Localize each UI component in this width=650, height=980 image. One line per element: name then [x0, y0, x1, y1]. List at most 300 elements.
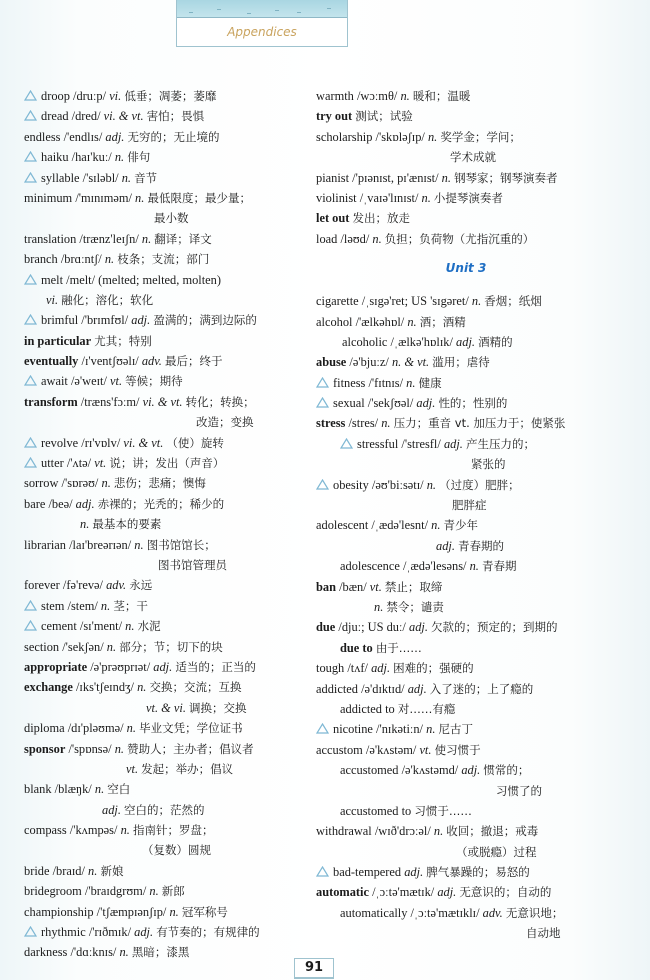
headword: addicted to — [340, 701, 395, 716]
vocab-entry — [24, 453, 309, 473]
chinese-definition: 香烟；纸烟 — [484, 294, 542, 309]
chinese-definition: 青少年 — [443, 518, 479, 533]
headword: load — [316, 231, 338, 246]
pronunciation: /'sɪləbl/ — [82, 170, 119, 185]
chinese-definition: 负担；负荷物（尤指沉重的） — [384, 231, 535, 246]
entry-continuation — [316, 454, 616, 474]
headword: due to — [340, 640, 373, 655]
part-of-speech: n. — [114, 741, 124, 756]
entry-continuation — [316, 903, 616, 923]
vocab-entry — [316, 413, 616, 433]
part-of-speech: n. — [101, 476, 111, 491]
chinese-definition: 滥用；虐待 — [432, 355, 490, 370]
chinese-definition: 新娘 — [100, 863, 124, 878]
part-of-speech: adj. — [407, 681, 427, 696]
part-of-speech: vi. & vt. — [123, 435, 164, 450]
entry-continuation — [24, 698, 309, 718]
headword: sponsor — [24, 741, 66, 756]
vocab-entry — [316, 229, 616, 249]
chinese-definition: 空白的；茫然的 — [124, 802, 205, 817]
headword: compass — [24, 823, 67, 838]
headword: due — [316, 620, 336, 635]
part-of-speech: adj. — [404, 865, 424, 880]
entry-continuation — [316, 147, 616, 167]
part-of-speech: adv. — [106, 578, 127, 593]
headword: bad-tempered — [333, 865, 402, 880]
headword: haiku — [41, 150, 69, 165]
part-of-speech: n. — [407, 314, 417, 329]
part-of-speech: vt. — [419, 742, 432, 757]
chinese-definition: 改造；变换 — [196, 415, 254, 430]
entry-continuation — [24, 840, 309, 860]
headword: try out — [316, 109, 353, 124]
part-of-speech: vi. & vt. — [103, 109, 144, 124]
part-of-speech: vi. — [46, 292, 59, 307]
chinese-definition: 青春期的 — [458, 538, 505, 553]
chinese-definition: 青春期 — [481, 559, 517, 574]
chinese-definition: 水泥 — [137, 619, 161, 634]
chinese-definition: 钢琴家；钢琴演奏者 — [454, 170, 558, 185]
chinese-definition: 永远 — [129, 578, 153, 593]
headword: obesity — [333, 477, 369, 492]
pronunciation: /ˌædə'lesəns/ — [402, 559, 467, 574]
part-of-speech: n. — [106, 639, 117, 654]
chinese-definition: 无意识的；自动的 — [459, 885, 552, 900]
chinese-definition: 最小数 — [154, 211, 189, 226]
part-of-speech: n. — [80, 517, 90, 532]
vocab-entry — [24, 270, 309, 290]
triangle-marker-icon — [24, 437, 37, 448]
triangle-marker-icon — [316, 866, 329, 877]
headword: bridegroom — [24, 884, 82, 899]
headword: cigarette — [316, 294, 359, 309]
pronunciation: /ə'prəʊprɪət/ — [90, 659, 151, 674]
headword: forever — [24, 578, 60, 593]
entry-continuation — [24, 290, 309, 310]
vocab-entry — [316, 291, 616, 311]
part-of-speech: n. — [426, 722, 436, 737]
pronunciation: /trænz'leɪʃn/ — [79, 231, 139, 246]
part-of-speech: n. — [121, 170, 132, 185]
pronunciation: /djuː; US duː/ — [338, 620, 406, 635]
chinese-definition: 冠军称号 — [181, 904, 228, 919]
pronunciation: /'braɪdgrʊm/ — [84, 884, 147, 899]
entry-continuation — [24, 514, 309, 534]
part-of-speech: adj. — [134, 925, 154, 940]
chinese-definition: 融化；溶化；软化 — [61, 292, 154, 307]
pronunciation: /'kʌmpəs/ — [69, 823, 118, 838]
pronunciation: /druːp/ — [73, 89, 107, 103]
chinese-definition: 图书馆馆长； — [146, 537, 216, 552]
pronunciation: /ə'dɪktɪd/ — [361, 681, 405, 696]
vocab-entry — [24, 494, 309, 514]
pronunciation: /dred/ — [71, 109, 101, 124]
chinese-definition: 欠款的；预定的；到期的 — [431, 620, 558, 635]
chinese-definition: 适当的；正当的 — [175, 659, 256, 674]
headword: abuse — [316, 355, 347, 370]
vocab-entry — [24, 392, 309, 412]
chinese-definition: 入了迷的；上了瘾的 — [429, 681, 534, 696]
chinese-definition: 赤裸的；光秃的；稀少的 — [97, 496, 225, 511]
headword: in particular — [24, 333, 92, 348]
part-of-speech: n. — [406, 375, 416, 390]
chinese-definition: 黑暗；漆黑 — [131, 945, 190, 960]
pronunciation: /ə'kʌstəm/ — [365, 742, 417, 757]
entry-continuation — [316, 536, 616, 556]
vocab-entry — [316, 393, 616, 413]
headword: eventually — [24, 354, 79, 369]
chinese-definition: 自动地 — [526, 926, 561, 941]
part-of-speech: adv. — [141, 354, 162, 369]
vocab-entry — [24, 718, 309, 738]
pronunciation: /ə'weɪt/ — [70, 374, 107, 389]
triangle-marker-icon — [24, 926, 37, 937]
chinese-definition: 奖学金；学问； — [440, 129, 521, 144]
pronunciation: /ləʊd/ — [340, 231, 370, 246]
pronunciation: /'dɑːknɪs/ — [70, 945, 117, 960]
headword: alcohol — [316, 314, 353, 329]
vocab-entry — [24, 147, 309, 167]
pronunciation: /ə'kʌstəmd/ — [401, 763, 459, 778]
vocab-entry — [24, 371, 309, 391]
pronunciation: /'fɪtnɪs/ — [368, 375, 404, 390]
vocab-entry — [24, 596, 309, 616]
pronunciation: /stem/ — [67, 598, 98, 613]
chinese-definition: 转化；转换； — [185, 394, 255, 409]
headword: pianist — [316, 170, 350, 185]
part-of-speech: n. — [100, 598, 111, 613]
pronunciation: /wɪð'drɔːəl/ — [374, 824, 431, 839]
vocab-entry — [24, 86, 309, 106]
vocab-list-unit2-continued — [316, 86, 616, 249]
entry-continuation — [24, 208, 309, 228]
headword: let out — [316, 211, 350, 226]
vocab-entry — [316, 373, 616, 393]
vocab-entry — [24, 351, 309, 371]
pronunciation: /'mɪnɪməm/ — [75, 190, 132, 205]
part-of-speech: adj. — [437, 885, 457, 900]
headword: bride — [24, 863, 50, 878]
headword: droop — [41, 89, 70, 103]
part-of-speech: adj. — [75, 496, 95, 511]
vocab-entry — [24, 473, 309, 493]
vocab-entry — [316, 475, 616, 495]
vocab-entry — [316, 188, 616, 208]
headword: transform — [24, 394, 78, 409]
part-of-speech: n. — [120, 823, 130, 838]
pronunciation: /'spɒnsə/ — [68, 741, 112, 756]
headword: sexual — [333, 396, 365, 411]
part-of-speech: n. — [119, 945, 129, 960]
entry-continuation — [24, 555, 309, 575]
chinese-definition: 酒精的 — [478, 334, 513, 349]
part-of-speech: adj. — [131, 313, 151, 328]
chinese-definition: （使）旋转 — [166, 435, 224, 450]
chinese-definition: 发出；放走 — [352, 211, 410, 226]
vocab-entry — [316, 352, 616, 372]
pronunciation: /laɪ'breərɪən/ — [69, 537, 132, 552]
vocab-entry — [24, 535, 309, 555]
pronunciation: /'ælkəhɒl/ — [355, 314, 405, 329]
part-of-speech: vt. — [94, 456, 107, 471]
headword: nicotine — [333, 722, 373, 737]
chinese-definition: （复数）圆规 — [142, 843, 211, 858]
vocab-entry — [24, 942, 309, 962]
triangle-marker-icon — [24, 375, 37, 386]
headword: cement — [41, 619, 77, 634]
headword: section — [24, 639, 60, 654]
part-of-speech: n. — [400, 89, 410, 103]
chinese-definition: 最基本的要素 — [92, 517, 162, 532]
headword: tough — [316, 661, 345, 676]
headword: rhythmic — [41, 925, 86, 940]
chinese-definition: 困难的；强硬的 — [393, 661, 474, 676]
chinese-definition: 学术成就 — [450, 150, 496, 165]
part-of-speech: n. — [372, 231, 382, 246]
part-of-speech: n. & vt. — [391, 355, 430, 370]
part-of-speech: n. — [149, 884, 159, 899]
chinese-definition: （或脱瘾）过程 — [456, 844, 537, 859]
part-of-speech: n. — [141, 231, 152, 246]
pronunciation: /'rɪðmɪk/ — [88, 925, 132, 940]
pronunciation: /'endlɪs/ — [63, 129, 103, 144]
triangle-marker-icon — [24, 110, 37, 121]
part-of-speech: adj. — [409, 620, 428, 635]
part-of-speech: adj. — [371, 661, 391, 676]
headword: adolescent — [316, 518, 369, 533]
part-of-speech: n. — [134, 537, 144, 552]
headword: ban — [316, 579, 336, 594]
part-of-speech: vi. & vt. — [142, 394, 183, 409]
headword: stress — [316, 416, 346, 431]
pronunciation: /ˌɔːtə'mætɪklɪ/ — [410, 905, 480, 920]
chinese-definition: 悲伤；悲痛；懊悔 — [113, 476, 206, 491]
headword: accustom — [316, 742, 363, 757]
chinese-definition: 指南针；罗盘； — [132, 823, 214, 838]
headword: accustomed to — [340, 803, 412, 818]
chinese-definition: 习惯了的 — [496, 783, 542, 798]
headword: await — [41, 374, 68, 389]
entry-continuation — [316, 699, 616, 719]
vocab-entry — [316, 821, 616, 841]
part-of-speech: n. — [381, 416, 391, 431]
vocab-entry — [316, 168, 616, 188]
headword: minimum — [24, 190, 73, 205]
chinese-definition: 毕业文凭；学位证书 — [139, 721, 243, 736]
headword: appropriate — [24, 659, 88, 674]
headword: diploma — [24, 721, 65, 736]
headword: adolescence — [340, 559, 400, 574]
pronunciation: /brɑːntʃ/ — [60, 252, 102, 267]
pronunciation: /bæn/ — [339, 579, 367, 594]
vocab-entry — [24, 127, 309, 147]
pronunciation: /ˌælkə'hɒlɪk/ — [390, 334, 453, 349]
chinese-definition: 最后；终于 — [165, 354, 223, 369]
unit-heading: Unit 3 — [445, 261, 487, 276]
pronunciation: /ɪ'ventʃʊəlɪ/ — [81, 354, 139, 369]
headword: dread — [41, 109, 69, 124]
part-of-speech: n. — [421, 190, 431, 205]
part-of-speech: adj. — [153, 659, 173, 674]
pronunciation: /ˌvaɪə'lɪnɪst/ — [359, 190, 419, 205]
triangle-marker-icon — [24, 90, 37, 101]
vocab-entry — [316, 106, 616, 126]
vocab-entry — [24, 739, 309, 759]
headword: blank — [24, 782, 52, 797]
entry-continuation — [316, 801, 616, 821]
entry-continuation — [316, 842, 616, 862]
headword: translation — [24, 231, 77, 246]
headword: revolve — [41, 435, 79, 450]
part-of-speech: n. — [469, 559, 479, 574]
chinese-definition: 收回；撤退；戒毒 — [446, 824, 539, 839]
chinese-definition: 赞助人；主办者；倡议者 — [127, 741, 254, 756]
vocab-entry — [316, 719, 616, 739]
headword: championship — [24, 904, 94, 919]
entry-continuation — [24, 412, 309, 432]
triangle-marker-icon — [316, 479, 329, 490]
triangle-marker-icon — [24, 314, 37, 325]
pronunciation: /ɪks'tʃeɪndʒ/ — [75, 680, 134, 695]
entry-continuation — [316, 434, 616, 454]
triangle-marker-icon — [316, 397, 329, 408]
triangle-marker-icon — [316, 723, 329, 734]
vocab-entry — [316, 127, 616, 147]
pronunciation: /'sɒrəʊ/ — [61, 476, 99, 491]
part-of-speech: n. — [441, 170, 451, 185]
chinese-definition: 肥胖症 — [452, 498, 487, 513]
triangle-marker-icon — [340, 438, 353, 449]
vocab-entry — [316, 679, 616, 699]
headword: accustomed — [340, 763, 399, 778]
entry-continuation — [316, 597, 616, 617]
chinese-definition: 盈满的；满到边际的 — [153, 313, 257, 328]
chinese-definition: （过度）肥胖； — [439, 477, 520, 492]
chinese-definition: 测试；试验 — [355, 109, 413, 124]
chinese-definition: 图书馆管理员 — [158, 557, 227, 572]
headword: fitness — [333, 375, 366, 390]
vocab-entry — [316, 862, 616, 882]
entry-continuation — [24, 800, 309, 820]
pronunciation: /tʌf/ — [347, 661, 368, 676]
chinese-definition: 健康 — [418, 375, 442, 390]
vocab-entry — [24, 677, 309, 697]
vocab-entry — [24, 106, 309, 126]
chinese-definition: 性的；性别的 — [438, 396, 508, 411]
pronunciation: /'pɪənɪst, pɪ'ænɪst/ — [352, 170, 439, 185]
part-of-speech: n. — [126, 721, 136, 736]
chinese-definition: 习惯于…… — [414, 803, 472, 818]
headword: melt — [41, 272, 64, 287]
chinese-definition: 枝条；支流；部门 — [117, 252, 210, 267]
chinese-definition: 俳句 — [127, 150, 151, 165]
triangle-marker-icon — [24, 274, 37, 285]
pronunciation: /beə/ — [48, 496, 73, 511]
headword: automatic — [316, 885, 369, 900]
vocab-entry — [24, 229, 309, 249]
part-of-speech: adv. — [482, 905, 503, 920]
vocab-entry — [24, 637, 309, 657]
part-of-speech: n. — [135, 190, 145, 205]
chinese-definition: 紧张的 — [471, 457, 506, 472]
pronunciation: /rɪ'vɒlv/ — [81, 435, 121, 450]
pronunciation: /'tʃæmpɪənʃɪp/ — [96, 904, 167, 919]
chinese-definition: 害怕；畏惧 — [146, 109, 205, 124]
vocab-entry — [24, 820, 309, 840]
vocab-entry — [24, 433, 309, 453]
chinese-definition: 小提琴演奏者 — [433, 190, 503, 205]
headword: stressful — [357, 436, 399, 451]
entry-continuation — [316, 556, 616, 576]
part-of-speech: adj. — [102, 802, 121, 817]
vocab-entry — [24, 861, 309, 881]
triangle-marker-icon — [24, 600, 37, 611]
chinese-definition: 禁令；谴责 — [386, 599, 444, 614]
chinese-definition: 酒；酒精 — [419, 314, 466, 329]
headword: stem — [41, 598, 65, 613]
chinese-definition: 有节奏的；有规律的 — [156, 925, 260, 940]
triangle-marker-icon — [24, 620, 37, 631]
entry-continuation — [316, 760, 616, 780]
pronunciation: /wɔːmθ/ — [356, 89, 398, 103]
left-column — [24, 86, 309, 963]
part-of-speech: n. — [94, 782, 105, 797]
chinese-definition: 暖和；温暖 — [412, 89, 471, 103]
headword: syllable — [41, 170, 80, 185]
entry-continuation — [24, 759, 309, 779]
pronunciation: /braɪd/ — [52, 863, 85, 878]
pronunciation: /ə'bjuːz/ — [349, 355, 389, 370]
chinese-definition: 等候；期待 — [125, 374, 183, 389]
pronunciation: /dɪ'pləʊmə/ — [67, 721, 124, 736]
pronunciation: /'sekʃʊəl/ — [367, 396, 414, 411]
part-of-speech: adj. — [443, 436, 463, 451]
headword: warmth — [316, 89, 354, 103]
pronunciation: /ˌsɪgə'ret; US 'sɪgəret/ — [361, 294, 469, 309]
entry-continuation — [316, 781, 616, 801]
vocab-entry — [316, 740, 616, 760]
headword: bare — [24, 496, 46, 511]
headword: librarian — [24, 537, 66, 552]
vocab-entry — [316, 515, 616, 535]
headword: automatically — [340, 905, 408, 920]
entry-continuation — [316, 638, 616, 658]
vocab-list-unit3 — [316, 291, 616, 944]
triangle-marker-icon — [24, 151, 37, 162]
pronunciation: /ˌædə'lesnt/ — [371, 518, 429, 533]
headword: sorrow — [24, 476, 59, 491]
part-of-speech: n. — [374, 599, 384, 614]
pronunciation: /ˌɔːtə'mætɪk/ — [372, 885, 435, 900]
part-of-speech: n. — [137, 680, 147, 695]
chinese-definition: 部分；节；切下的块 — [119, 639, 223, 654]
chinese-definition: 说；讲；发出（声音） — [109, 456, 225, 471]
part-of-speech: adj. — [105, 129, 125, 144]
page-number: 91 — [294, 958, 334, 979]
triangle-marker-icon — [316, 377, 329, 388]
vocab-entry — [316, 86, 616, 106]
chinese-definition: 对……有瘾 — [397, 701, 456, 716]
headword: addicted — [316, 681, 358, 696]
headword: scholarship — [316, 129, 373, 144]
chinese-definition: 新郎 — [161, 884, 185, 899]
chinese-definition: 调换；交换 — [189, 700, 247, 715]
triangle-marker-icon — [24, 457, 37, 468]
headword: darkness — [24, 945, 68, 960]
entry-continuation — [316, 495, 616, 515]
part-of-speech: n. — [471, 294, 482, 309]
vocab-entry — [24, 779, 309, 799]
